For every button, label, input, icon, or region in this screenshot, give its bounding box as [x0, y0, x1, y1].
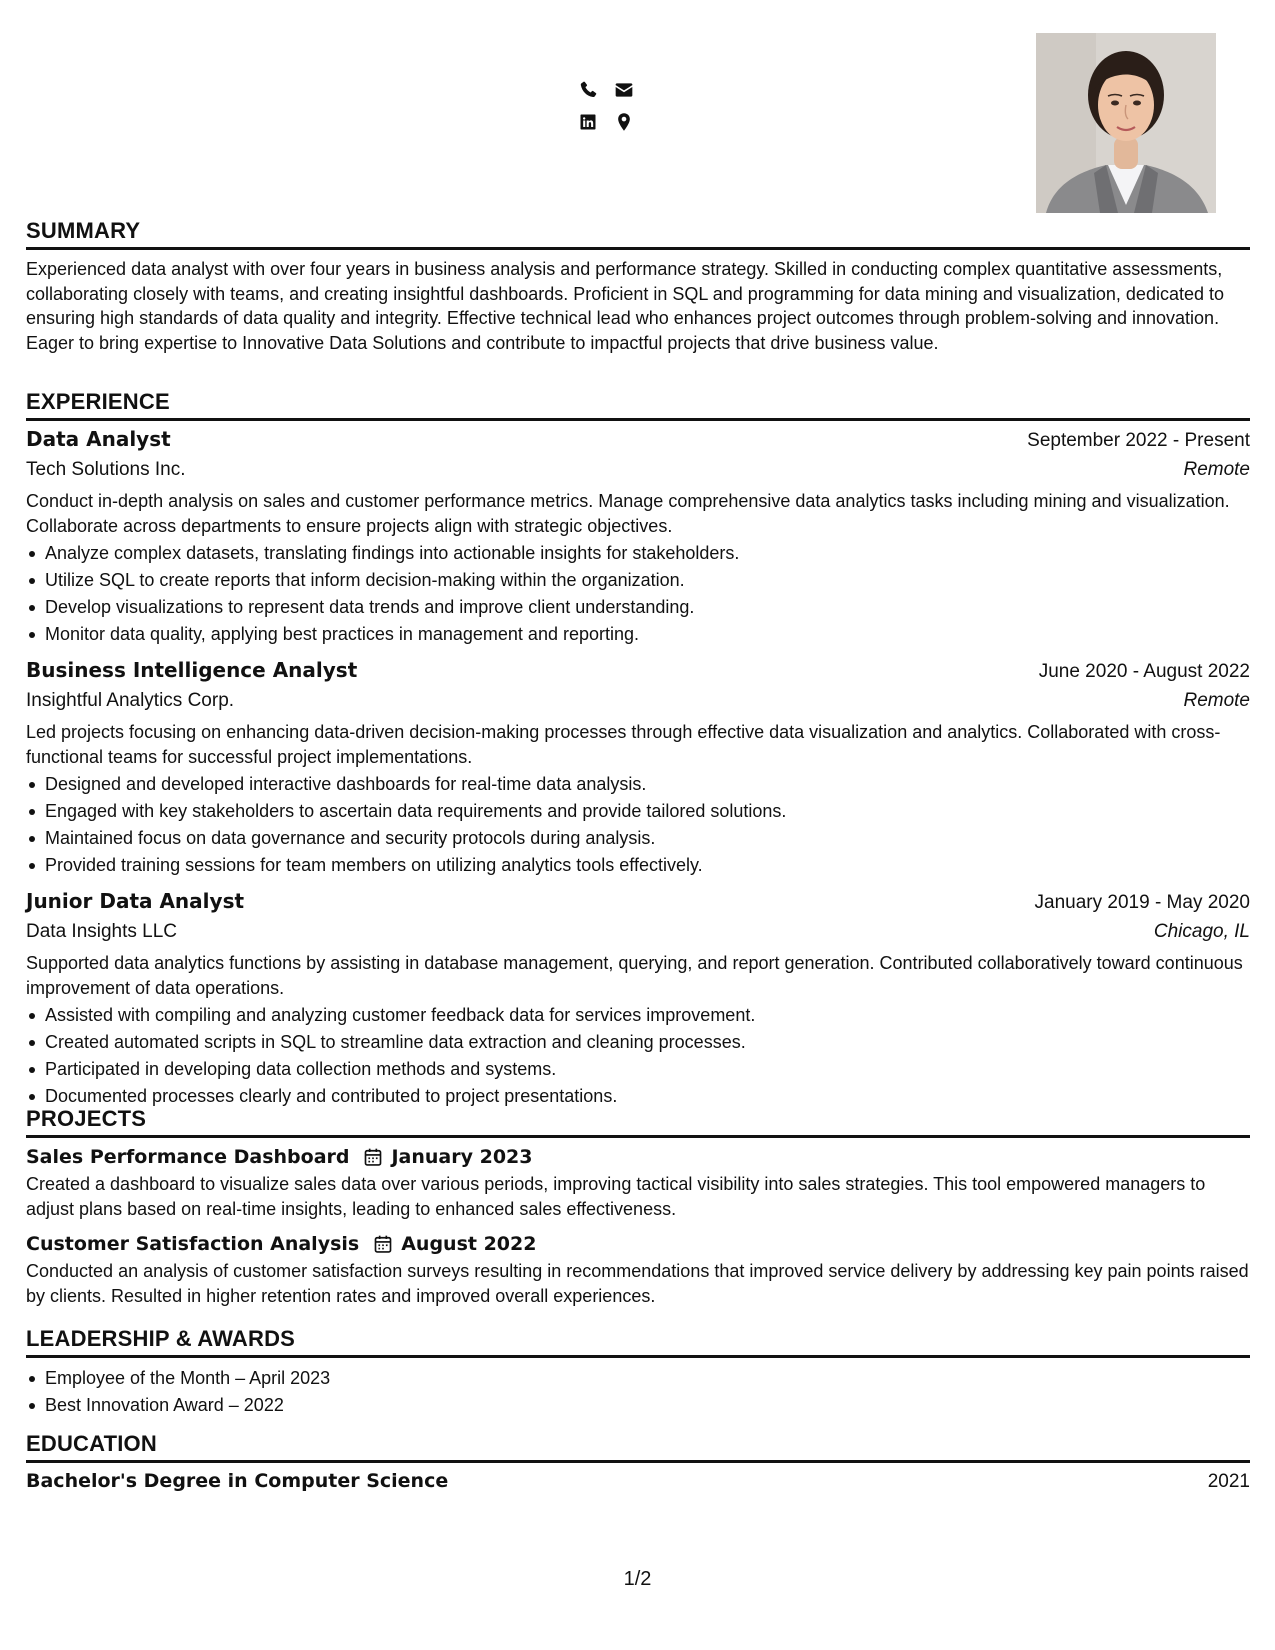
list-item: Best Innovation Award – 2022: [26, 1392, 1250, 1419]
project-date: August 2022: [401, 1233, 537, 1255]
page-number: 1/2: [623, 1568, 652, 1590]
project-entry: [26, 1146, 1250, 1221]
company-name: Data Insights LLC: [26, 921, 178, 942]
project-description: Conducted an analysis of customer satisfaction surveys resulting in recommendations that improved service delivery by addressing key pain points raised by clients. Resulted in higher retention rates and improved overall experiences.: [26, 1261, 1249, 1306]
list-item: Designed and developed interactive dashboards for real-time data analysis.: [26, 771, 1250, 798]
calendar-icon: [363, 1147, 383, 1167]
list-item: Assisted with compiling and analyzing customer feedback data for services improvement.: [26, 1002, 1250, 1029]
list-item: Employee of the Month – April 2023: [26, 1365, 1250, 1392]
section-title: LEADERSHIP & AWARDS: [26, 1326, 1250, 1358]
job-description: Led projects focusing on enhancing data-driven decision-making processes through effective data visualization and analytics. Collaborated with cross-functional teams for successful project implementations.: [26, 722, 1221, 767]
job-dates: January 2019 - May 2020: [1034, 892, 1250, 913]
list-item: Engaged with key stakeholders to ascertain data requirements and provide tailored solutions.: [26, 798, 1250, 825]
project-description: Created a dashboard to visualize sales data over various periods, improving tactical visibility into sales strategies. This tool empowered managers to adjust plans based on real-time insights, leading to enhanced sales effectiveness.: [26, 1174, 1206, 1219]
company-name: Insightful Analytics Corp.: [26, 690, 235, 711]
job-dates: September 2022 - Present: [1027, 430, 1250, 451]
list-item: Documented processes clearly and contributed to project presentations.: [26, 1083, 1250, 1110]
list-item: Provided training sessions for team members on utilizing analytics tools effectively.: [26, 852, 1250, 879]
job-bullets: [26, 540, 1250, 648]
job-location: Chicago, IL: [1153, 921, 1250, 942]
phone-icon[interactable]: [578, 80, 598, 100]
job-bullets: [26, 1002, 1250, 1110]
experience-section: [26, 389, 1250, 1110]
section-title: PROJECTS: [26, 1106, 1250, 1138]
awards-list: [26, 1365, 1250, 1419]
summary-text: Experienced data analyst with over four years in business analysis and performance strategy. Skilled in conducting complex quantitative assessments, collaborating closely with teams, and creating insightful dashboards. Proficient in SQL and programming for data mining and visualization, dedicated to ensuring high standards of data quality and integrity. Effective technical lead who enhances project outcomes through problem-solving and innovation. Eager to bring expertise to Innovative Data Solutions and contribute to impactful projects that drive business value.: [26, 259, 1225, 353]
education-section: [26, 1431, 1250, 1493]
contact-icons: [562, 80, 650, 144]
project-date: January 2023: [391, 1146, 533, 1168]
degree-name: Bachelor's Degree in Computer Science: [26, 1470, 449, 1492]
location-icon[interactable]: [614, 112, 634, 132]
profile-photo: [1036, 33, 1216, 213]
job-entry: [26, 889, 1250, 1110]
list-item: Maintained focus on data governance and security protocols during analysis.: [26, 825, 1250, 852]
linkedin-icon[interactable]: [578, 112, 598, 132]
job-description: Supported data analytics functions by assisting in database management, querying, and report generation. Contributed collaboratively toward continuous improvement of data operations.: [26, 953, 1243, 998]
job-dates: June 2020 - August 2022: [1038, 661, 1250, 682]
list-item: Utilize SQL to create reports that inform decision-making within the organization.: [26, 567, 1250, 594]
job-bullets: [26, 771, 1250, 879]
leadership-section: [26, 1326, 1250, 1419]
section-title: EDUCATION: [26, 1431, 1250, 1463]
job-entry: [26, 658, 1250, 879]
job-title: Data Analyst: [26, 427, 171, 451]
job-title: Junior Data Analyst: [26, 889, 245, 913]
project-name: Customer Satisfaction Analysis: [26, 1233, 360, 1255]
list-item: Created automated scripts in SQL to streamline data extraction and cleaning processes.: [26, 1029, 1250, 1056]
calendar-icon: [373, 1234, 393, 1254]
job-description: Conduct in-depth analysis on sales and customer performance metrics. Manage comprehensive data analytics tasks including mining and visualization. Collaborate across departments to ensure projects align with strategic objectives.: [26, 491, 1230, 536]
projects-section: [26, 1106, 1250, 1308]
job-location: Remote: [1183, 459, 1250, 480]
project-name: Sales Performance Dashboard: [26, 1146, 350, 1168]
project-entry: [26, 1233, 1250, 1308]
email-icon[interactable]: [614, 80, 634, 100]
job-location: Remote: [1183, 690, 1250, 711]
list-item: Participated in developing data collection methods and systems.: [26, 1056, 1250, 1083]
graduation-year: 2021: [1207, 1471, 1250, 1492]
job-title: Business Intelligence Analyst: [26, 658, 358, 682]
list-item: Develop visualizations to represent data trends and improve client understanding.: [26, 594, 1250, 621]
section-title: SUMMARY: [26, 218, 1250, 250]
company-name: Tech Solutions Inc.: [26, 459, 186, 480]
job-entry: [26, 427, 1250, 648]
summary-section: [26, 218, 1250, 355]
section-title: EXPERIENCE: [26, 389, 1250, 421]
list-item: Analyze complex datasets, translating findings into actionable insights for stakeholders.: [26, 540, 1250, 567]
list-item: Monitor data quality, applying best practices in management and reporting.: [26, 621, 1250, 648]
